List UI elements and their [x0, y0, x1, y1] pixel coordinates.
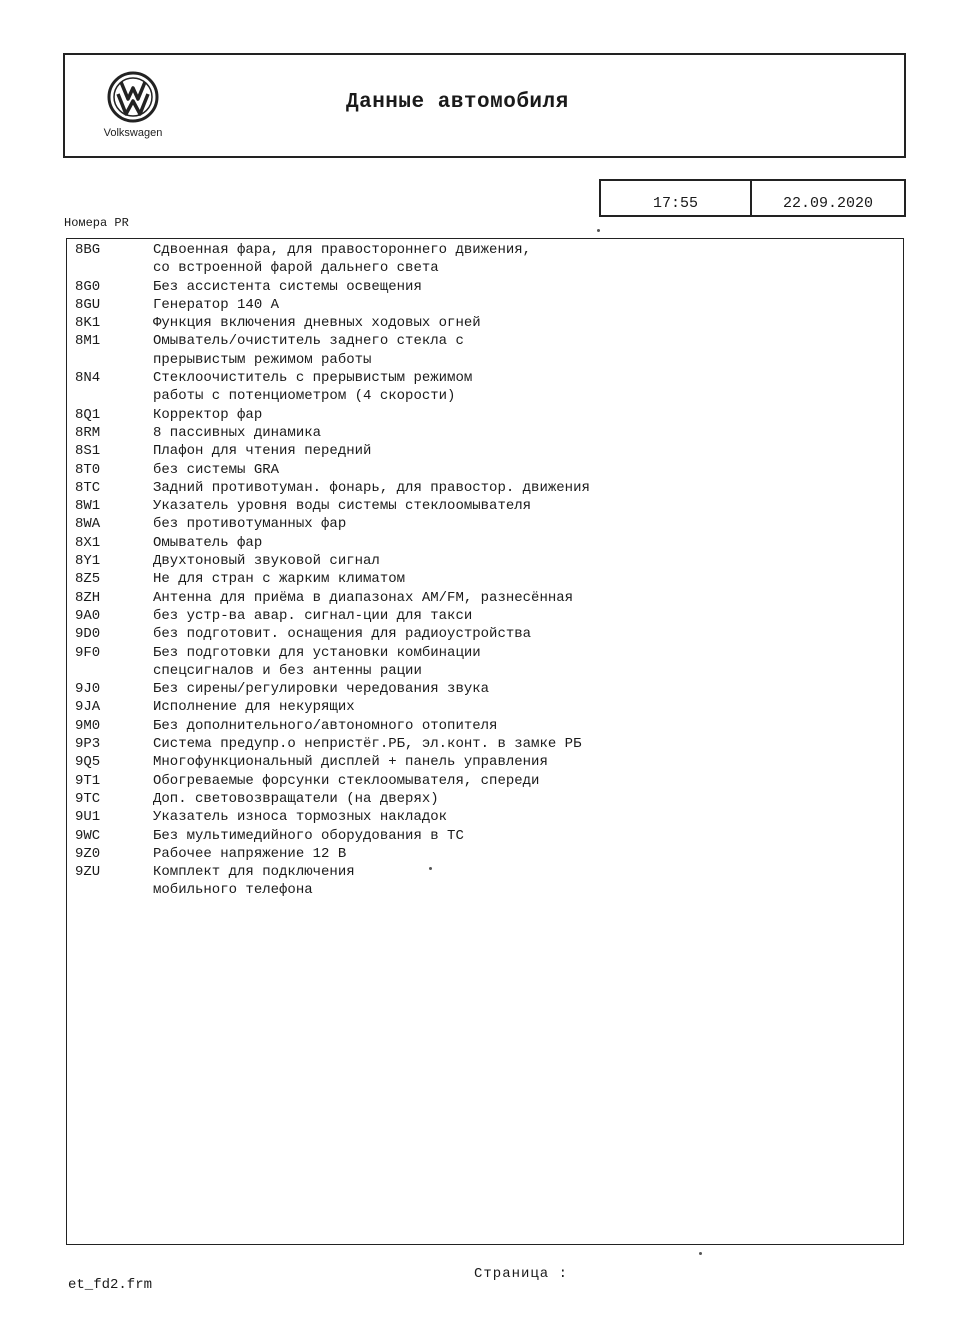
pr-description: без системы GRA [153, 461, 280, 478]
pr-row [67, 845, 903, 863]
scan-speck [429, 867, 432, 870]
pr-code: 8Z5 [75, 571, 101, 588]
pr-description: 8 пассивных динамика [153, 424, 322, 441]
pr-description: без подготовит. оснащения для радиоустройства [153, 626, 532, 643]
pr-row [67, 497, 903, 515]
pr-row [67, 808, 903, 826]
document-header [63, 53, 906, 158]
pr-description: Обогреваемые форсунки стеклоомывателя, спереди [153, 772, 540, 789]
pr-description: Указатель уровня воды системы стеклоомывателя [153, 498, 532, 515]
pr-code: 8G0 [75, 278, 101, 295]
pr-description: Комплект для подключения мобильного телефона [153, 864, 355, 899]
pr-row [67, 790, 903, 808]
pr-description: без устр-ва авар. сигнал-ции для такси [153, 607, 473, 624]
pr-row [67, 534, 903, 552]
pr-row [67, 442, 903, 460]
pr-description: Плафон для чтения передний [153, 443, 372, 460]
pr-code: 9U1 [75, 809, 101, 826]
pr-row [67, 589, 903, 607]
pr-code: 8Q1 [75, 406, 101, 423]
pr-description: Двухтоновый звуковой сигнал [153, 553, 380, 570]
pr-row [67, 479, 903, 497]
pr-code: 8ZH [75, 589, 101, 606]
pr-row [67, 644, 903, 681]
pr-row [67, 461, 903, 479]
pr-code: 9TC [75, 790, 101, 807]
pr-code: 8GU [75, 296, 101, 313]
timestamp-box [599, 179, 906, 217]
pr-row [67, 552, 903, 570]
pr-row [67, 424, 903, 442]
pr-description: Стеклоочиститель с прерывистым режимом работы с потенциометром (4 скорости) [153, 370, 473, 405]
pr-code: 8M1 [75, 333, 101, 350]
pr-row [67, 332, 903, 369]
pr-description: Не для стран с жарким климатом [153, 571, 406, 588]
print-date: 22.09.2020 [782, 195, 873, 212]
pr-row [67, 863, 903, 900]
pr-description: Указатель износа тормозных накладок [153, 809, 448, 826]
pr-code: 8TC [75, 479, 101, 496]
print-time: 17:55 [601, 181, 752, 215]
pr-row [67, 735, 903, 753]
pr-description: Корректор фар [153, 406, 263, 423]
pr-numbers-list [67, 239, 903, 900]
pr-code: 9T1 [75, 772, 101, 789]
vw-logo-icon [107, 71, 159, 123]
pr-description: Антенна для приёма в диапазонах AM/FM, разнесённая [153, 589, 574, 606]
pr-description: Исполнение для некурящих [153, 699, 355, 716]
pr-description: без противотуманных фар [153, 516, 347, 533]
pr-row [67, 827, 903, 845]
pr-code: 9A0 [75, 607, 101, 624]
pr-code: 9WC [75, 827, 101, 844]
page-label: Страница : [474, 1266, 569, 1282]
pr-row [67, 296, 903, 314]
pr-description: Система предупр.о непристёг.РБ, эл.конт. в замке РБ [153, 736, 582, 753]
pr-row [67, 753, 903, 771]
pr-code: 8S1 [75, 443, 101, 460]
pr-row [67, 241, 903, 278]
pr-row [67, 570, 903, 588]
pr-description: Сдвоенная фара, для правостороннего движения, со встроенной фарой дальнего света [153, 242, 532, 277]
pr-code: 9ZU [75, 864, 101, 881]
pr-description: Функция включения дневных ходовых огней [153, 315, 481, 332]
pr-description: Задний противотуман. фонарь, для правостор. движения [153, 479, 590, 496]
section-label: Номера PR [64, 216, 129, 230]
pr-description: Без мультимедийного оборудования в ТС [153, 827, 464, 844]
pr-code: 9Z0 [75, 845, 101, 862]
pr-description: Омыватель/очиститель заднего стекла с прерывистым режимом работы [153, 333, 464, 368]
pr-description: Доп. световозвращатели (на дверях) [153, 790, 439, 807]
pr-description: Без подготовки для установки комбинации спецсигналов и без антенны рации [153, 644, 481, 679]
pr-code: 8RM [75, 424, 101, 441]
scan-speck [597, 229, 600, 232]
pr-description: Без ассистента системы освещения [153, 278, 422, 295]
pr-row [67, 369, 903, 406]
pr-row [67, 698, 903, 716]
pr-description: Без сирены/регулировки чередования звука [153, 681, 490, 698]
pr-row [67, 772, 903, 790]
pr-code: 8K1 [75, 315, 101, 332]
pr-code: 8X1 [75, 534, 101, 551]
pr-row [67, 515, 903, 533]
pr-code: 8BG [75, 242, 101, 258]
pr-row [67, 717, 903, 735]
pr-code: 8WA [75, 516, 101, 533]
pr-code: 9JA [75, 699, 101, 716]
page-title: Данные автомобиля [346, 91, 569, 114]
pr-row [67, 406, 903, 424]
pr-code: 9Q5 [75, 754, 101, 771]
pr-description: Генератор 140 A [153, 296, 280, 313]
pr-description: Без дополнительного/автономного отопителя [153, 717, 498, 734]
brand-logo [85, 71, 181, 139]
pr-row [67, 680, 903, 698]
pr-code: 8N4 [75, 370, 101, 387]
form-name: et_fd2.frm [68, 1277, 153, 1293]
pr-row [67, 278, 903, 296]
pr-code: 8Y1 [75, 553, 101, 570]
pr-row [67, 607, 903, 625]
pr-description: Омыватель фар [153, 534, 263, 551]
pr-description: Многофункциональный дисплей + панель управления [153, 754, 548, 771]
brand-name: Volkswagen [103, 127, 163, 139]
pr-code: 9F0 [75, 644, 101, 661]
pr-row [67, 625, 903, 643]
pr-code: 9J0 [75, 681, 101, 698]
pr-code: 8T0 [75, 461, 101, 478]
pr-row [67, 314, 903, 332]
pr-code: 8W1 [75, 498, 101, 515]
pr-numbers-box [66, 238, 904, 1245]
pr-description: Рабочее напряжение 12 В [153, 845, 347, 862]
pr-code: 9D0 [75, 626, 101, 643]
pr-code: 9M0 [75, 717, 101, 734]
pr-code: 9P3 [75, 736, 101, 753]
scan-speck [699, 1252, 702, 1255]
